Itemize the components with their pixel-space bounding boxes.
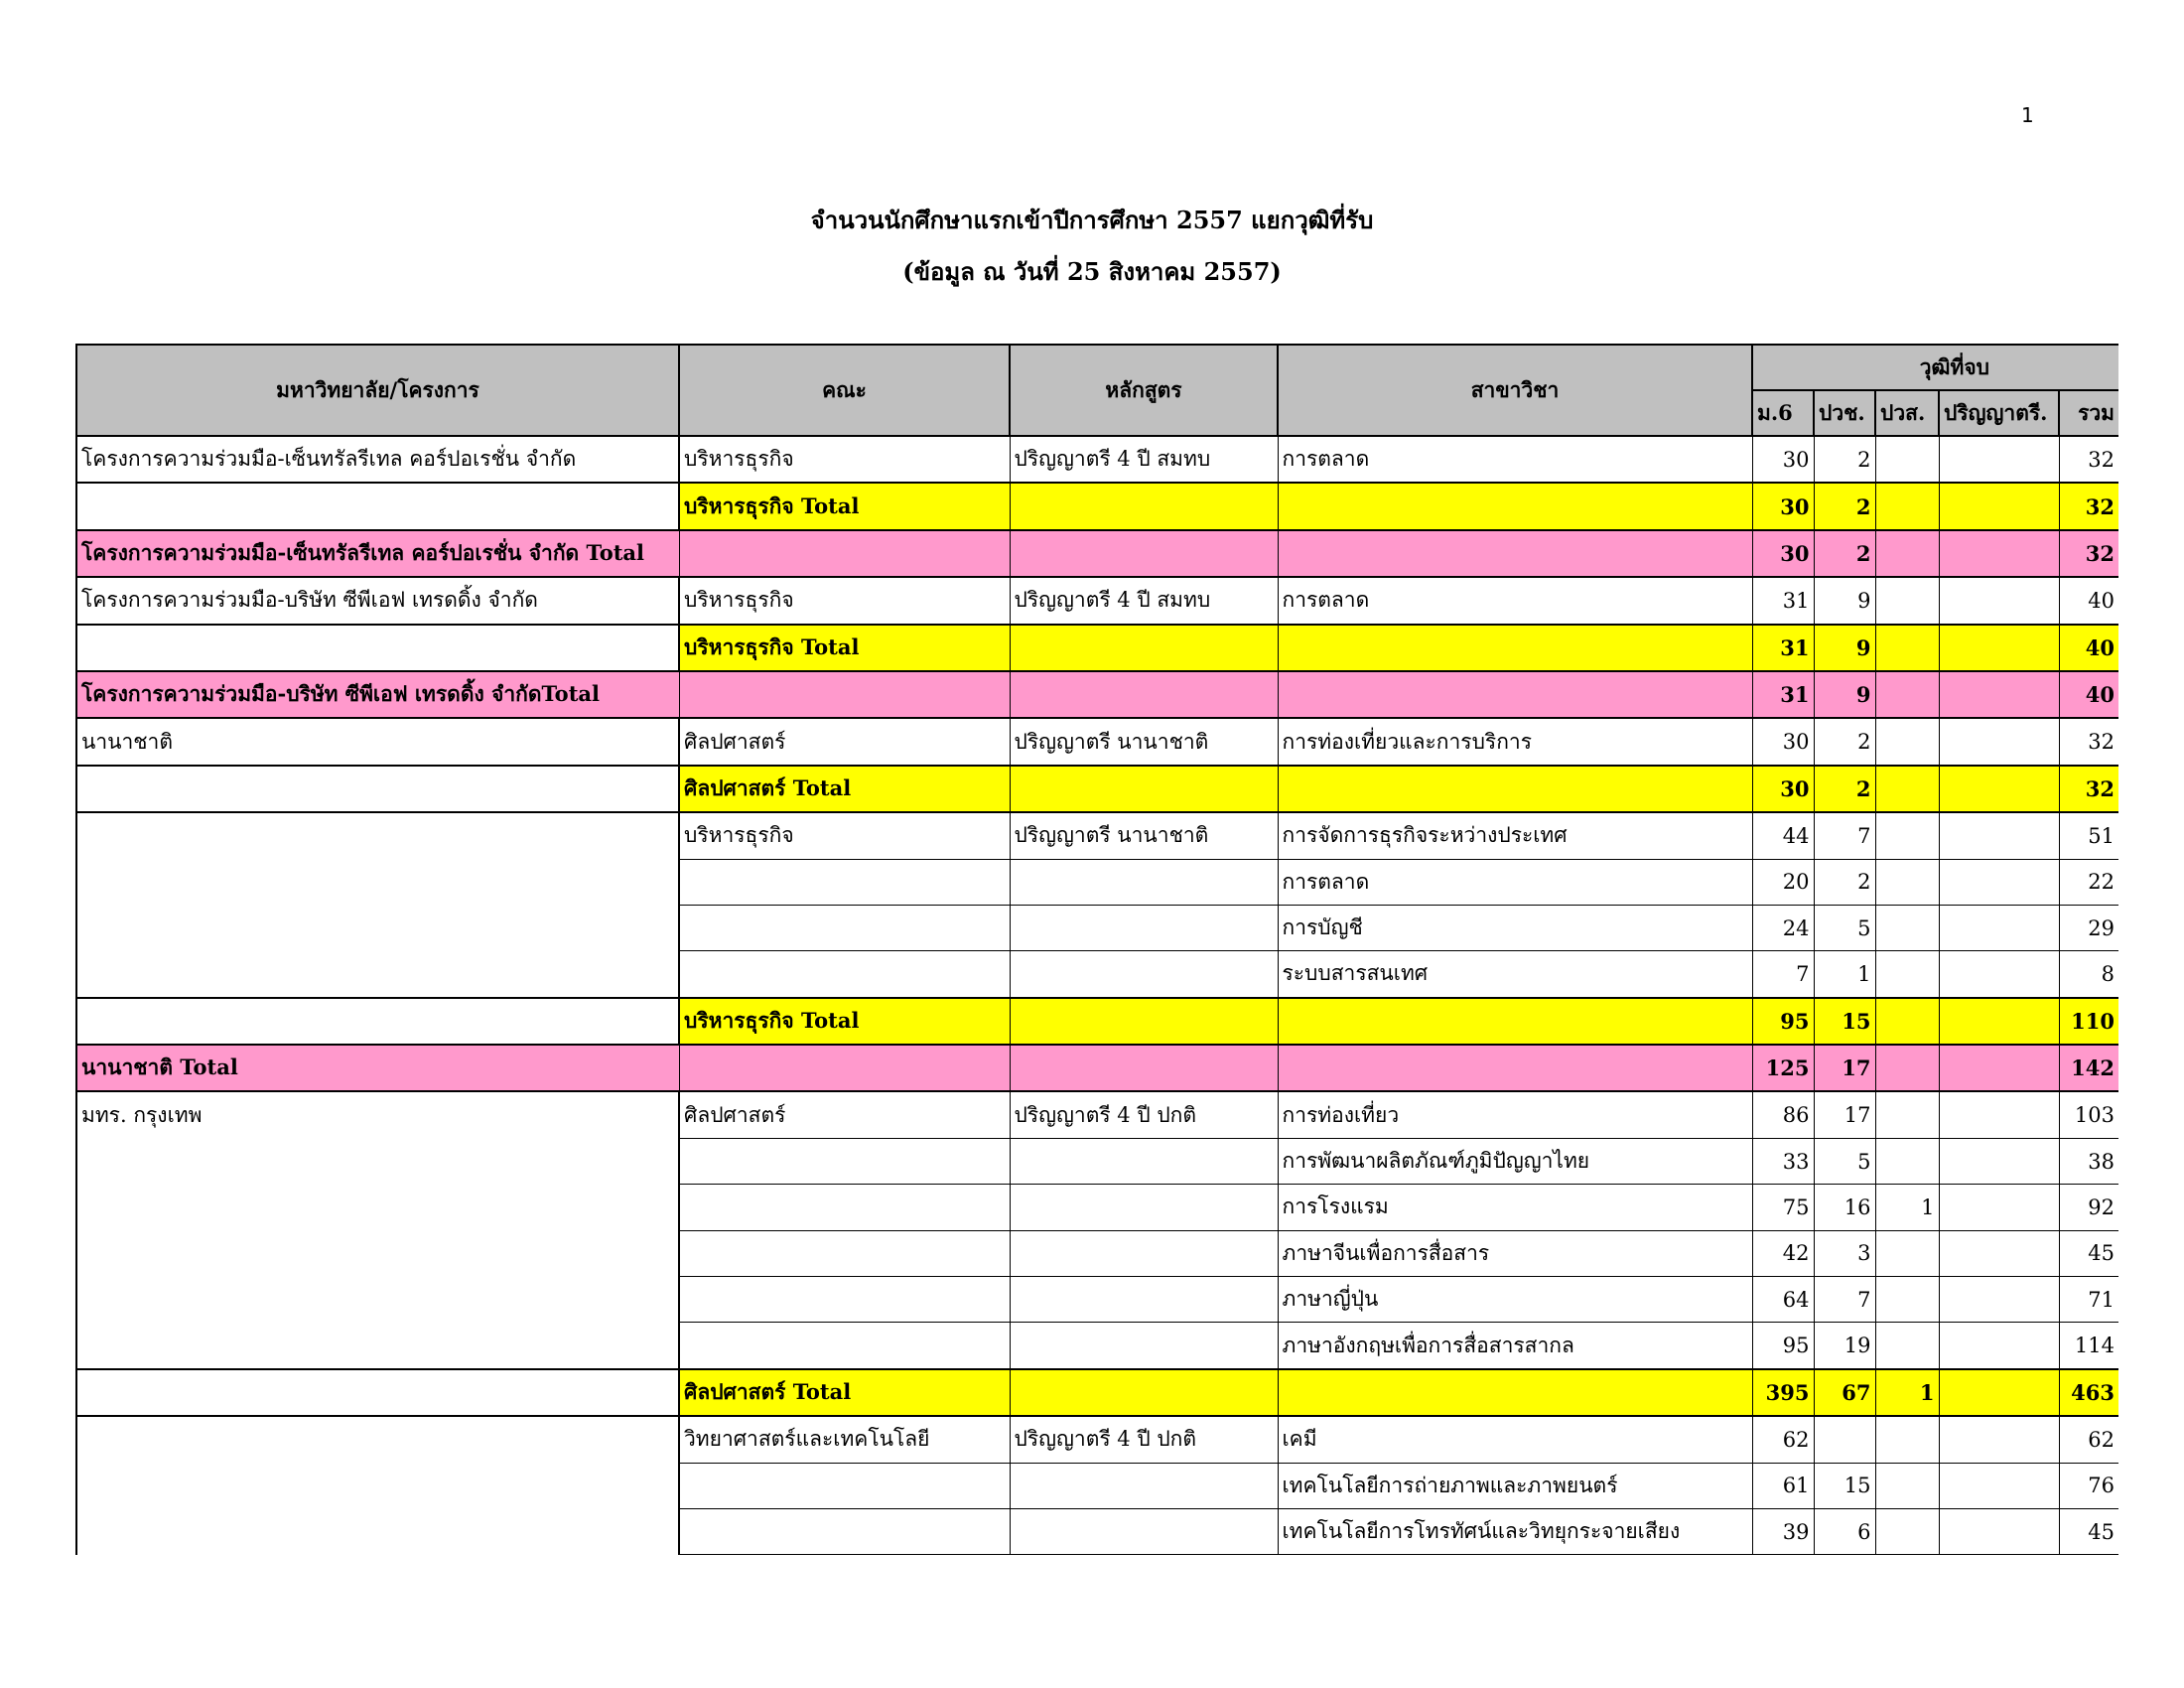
cell-maj	[1278, 766, 1752, 812]
cell-pwc: 9	[1814, 577, 1875, 624]
cell-m6: 30	[1752, 766, 1814, 812]
enrollment-table-container	[75, 344, 2118, 1559]
cell-uni	[76, 1323, 679, 1369]
cell-maj: ภาษาญี่ปุ่น	[1278, 1277, 1752, 1323]
cell-fac: ศิลปศาสตร์ Total	[679, 766, 1010, 812]
cell-m6: 42	[1752, 1230, 1814, 1276]
cell-cur	[1010, 671, 1278, 718]
cell-tot: 76	[2059, 1463, 2118, 1508]
faculty-total-row	[76, 998, 2118, 1045]
cell-tot: 110	[2059, 998, 2118, 1045]
cell-fac: บริหารธุรกิจ Total	[679, 483, 1010, 529]
cell-fac	[679, 859, 1010, 905]
cell-m6: 39	[1752, 1508, 1814, 1554]
cell-pwc	[1814, 1416, 1875, 1463]
cell-fac	[679, 1463, 1010, 1508]
cell-cur	[1010, 625, 1278, 671]
cell-maj	[1278, 1369, 1752, 1416]
cell-bac	[1939, 905, 2059, 950]
enrollment-table	[75, 344, 2118, 1555]
cell-fac: บริหารธุรกิจ	[679, 577, 1010, 624]
cell-bac	[1939, 859, 2059, 905]
cell-uni	[76, 1508, 679, 1554]
cell-fac: บริหารธุรกิจ	[679, 436, 1010, 483]
cell-m6: 30	[1752, 530, 1814, 577]
cell-m6: 395	[1752, 1369, 1814, 1416]
cell-pws	[1875, 1508, 1939, 1554]
cell-tot: 32	[2059, 718, 2118, 765]
cell-pws	[1875, 1138, 1939, 1184]
cell-pws	[1875, 859, 1939, 905]
faculty-total-row	[76, 766, 2118, 812]
cell-uni	[76, 1416, 679, 1463]
table-row	[76, 905, 2118, 950]
cell-bac	[1939, 766, 2059, 812]
cell-tot: 45	[2059, 1508, 2118, 1554]
cell-cur	[1010, 998, 1278, 1045]
table-body	[76, 436, 2118, 1555]
cell-tot: 45	[2059, 1230, 2118, 1276]
cell-bac	[1939, 1045, 2059, 1091]
cell-m6: 33	[1752, 1138, 1814, 1184]
cell-tot: 103	[2059, 1091, 2118, 1138]
cell-pws	[1875, 718, 1939, 765]
university-total-row	[76, 671, 2118, 718]
cell-pwc: 17	[1814, 1091, 1875, 1138]
cell-tot: 32	[2059, 483, 2118, 529]
cell-fac	[679, 951, 1010, 998]
cell-fac: บริหารธุรกิจ Total	[679, 625, 1010, 671]
cell-tot: 62	[2059, 1416, 2118, 1463]
cell-pwc: 5	[1814, 1138, 1875, 1184]
table-row	[76, 577, 2118, 624]
report-title: จำนวนนักศึกษาแรกเข้าปีการศึกษา 2557 แยกวุฒิที่รับ	[810, 206, 1374, 234]
cell-bac	[1939, 1416, 2059, 1463]
cell-maj: การพัฒนาผลิตภัณฑ์ภูมิปัญญาไทย	[1278, 1138, 1752, 1184]
cell-uni	[76, 483, 679, 529]
cell-pwc: 5	[1814, 905, 1875, 950]
cell-cur	[1010, 766, 1278, 812]
header-pwc: ปวช.	[1814, 390, 1875, 436]
cell-fac	[679, 1277, 1010, 1323]
university-total-row	[76, 1045, 2118, 1091]
cell-m6: 86	[1752, 1091, 1814, 1138]
faculty-total-row	[76, 483, 2118, 529]
cell-pws	[1875, 577, 1939, 624]
cell-pws	[1875, 483, 1939, 529]
cell-pws: 1	[1875, 1369, 1939, 1416]
table-row	[76, 718, 2118, 765]
cell-pws	[1875, 1463, 1939, 1508]
cell-maj: การตลาด	[1278, 436, 1752, 483]
cell-pws	[1875, 436, 1939, 483]
cell-m6: 7	[1752, 951, 1814, 998]
cell-pws	[1875, 1091, 1939, 1138]
cell-fac: บริหารธุรกิจ Total	[679, 998, 1010, 1045]
cell-uni	[76, 625, 679, 671]
cell-fac	[679, 671, 1010, 718]
cell-cur	[1010, 1045, 1278, 1091]
cell-maj: การโรงแรม	[1278, 1185, 1752, 1230]
cell-maj: การท่องเที่ยว	[1278, 1091, 1752, 1138]
cell-uni: โครงการความร่วมมือ-เซ็นทรัลรีเทล คอร์ปอเรชั่น จำกัด Total	[76, 530, 679, 577]
cell-bac	[1939, 436, 2059, 483]
cell-bac	[1939, 625, 2059, 671]
cell-pwc: 16	[1814, 1185, 1875, 1230]
cell-uni	[76, 1277, 679, 1323]
cell-fac	[679, 1508, 1010, 1554]
cell-maj: การตลาด	[1278, 859, 1752, 905]
cell-bac	[1939, 1091, 2059, 1138]
cell-m6: 62	[1752, 1416, 1814, 1463]
cell-fac: บริหารธุรกิจ	[679, 812, 1010, 859]
cell-pwc: 2	[1814, 530, 1875, 577]
header-university: มหาวิทยาลัย/โครงการ	[76, 345, 679, 436]
cell-maj: การตลาด	[1278, 577, 1752, 624]
cell-maj: การท่องเที่ยวและการบริการ	[1278, 718, 1752, 765]
cell-pwc: 17	[1814, 1045, 1875, 1091]
cell-fac	[679, 1045, 1010, 1091]
cell-uni: นานาชาติ	[76, 718, 679, 765]
cell-tot: 8	[2059, 951, 2118, 998]
cell-m6: 95	[1752, 1323, 1814, 1369]
cell-cur	[1010, 951, 1278, 998]
table-row	[76, 1091, 2118, 1138]
cell-cur	[1010, 1277, 1278, 1323]
cell-maj	[1278, 1045, 1752, 1091]
cell-uni: นานาชาติ Total	[76, 1045, 679, 1091]
cell-bac	[1939, 812, 2059, 859]
cell-cur: ปริญญาตรี 4 ปี ปกติ	[1010, 1091, 1278, 1138]
cell-pwc: 67	[1814, 1369, 1875, 1416]
header-qualification: วุฒิที่จบ	[1752, 345, 2118, 390]
table-row	[76, 1463, 2118, 1508]
cell-bac	[1939, 577, 2059, 624]
cell-bac	[1939, 530, 2059, 577]
cell-pws: 1	[1875, 1185, 1939, 1230]
cell-pwc: 3	[1814, 1230, 1875, 1276]
cell-uni: โครงการความร่วมมือ-บริษัท ซีพีเอฟ เทรดดิ้ง จำกัดTotal	[76, 671, 679, 718]
cell-pws	[1875, 671, 1939, 718]
cell-maj	[1278, 530, 1752, 577]
cell-pws	[1875, 1323, 1939, 1369]
report-subtitle: (ข้อมูล ณ วันที่ 25 สิงหาคม 2557)	[902, 257, 1282, 286]
cell-maj: เทคโนโลยีการโทรทัศน์และวิทยุกระจายเสียง	[1278, 1508, 1752, 1554]
cell-pws	[1875, 998, 1939, 1045]
cell-fac: ศิลปศาสตร์	[679, 718, 1010, 765]
cell-pws	[1875, 530, 1939, 577]
cell-pwc: 2	[1814, 859, 1875, 905]
cell-tot: 32	[2059, 530, 2118, 577]
cell-cur: ปริญญาตรี 4 ปี ปกติ	[1010, 1416, 1278, 1463]
header-bachelor: ปริญญาตรี.	[1939, 390, 2059, 436]
cell-m6: 24	[1752, 905, 1814, 950]
header-faculty: คณะ	[679, 345, 1010, 436]
faculty-total-row	[76, 1369, 2118, 1416]
cell-m6: 30	[1752, 483, 1814, 529]
table-row	[76, 1277, 2118, 1323]
cell-bac	[1939, 1369, 2059, 1416]
cell-cur	[1010, 859, 1278, 905]
cell-bac	[1939, 483, 2059, 529]
cell-tot: 40	[2059, 625, 2118, 671]
cell-uni	[76, 998, 679, 1045]
cell-uni	[76, 859, 679, 905]
cell-pwc: 6	[1814, 1508, 1875, 1554]
cell-bac	[1939, 1230, 2059, 1276]
table-row	[76, 1138, 2118, 1184]
cell-fac: ศิลปศาสตร์ Total	[679, 1369, 1010, 1416]
cell-cur	[1010, 483, 1278, 529]
cell-tot: 40	[2059, 671, 2118, 718]
cell-cur	[1010, 1185, 1278, 1230]
cell-maj: การบัญชี	[1278, 905, 1752, 950]
cell-pwc: 1	[1814, 951, 1875, 998]
cell-pws	[1875, 1230, 1939, 1276]
table-row	[76, 1185, 2118, 1230]
cell-fac	[679, 530, 1010, 577]
cell-pws	[1875, 1277, 1939, 1323]
cell-fac	[679, 1138, 1010, 1184]
cell-m6: 44	[1752, 812, 1814, 859]
cell-uni	[76, 951, 679, 998]
cell-pwc: 15	[1814, 998, 1875, 1045]
cell-m6: 125	[1752, 1045, 1814, 1091]
page-number: 1	[2021, 103, 2034, 127]
header-m6: ม.6	[1752, 390, 1814, 436]
cell-cur	[1010, 1138, 1278, 1184]
cell-pwc: 2	[1814, 766, 1875, 812]
faculty-total-row	[76, 625, 2118, 671]
cell-m6: 95	[1752, 998, 1814, 1045]
cell-uni	[76, 1185, 679, 1230]
table-row	[76, 1230, 2118, 1276]
cell-fac	[679, 1323, 1010, 1369]
cell-cur	[1010, 1323, 1278, 1369]
cell-maj: ระบบสารสนเทศ	[1278, 951, 1752, 998]
cell-bac	[1939, 1277, 2059, 1323]
cell-fac	[679, 905, 1010, 950]
cell-pws	[1875, 625, 1939, 671]
cell-maj: เคมี	[1278, 1416, 1752, 1463]
cell-m6: 30	[1752, 718, 1814, 765]
cell-bac	[1939, 718, 2059, 765]
cell-maj: เทคโนโลยีการถ่ายภาพและภาพยนตร์	[1278, 1463, 1752, 1508]
cell-maj: ภาษาจีนเพื่อการสื่อสาร	[1278, 1230, 1752, 1276]
table-row	[76, 1416, 2118, 1463]
cell-pwc: 9	[1814, 625, 1875, 671]
cell-cur	[1010, 1369, 1278, 1416]
cell-cur	[1010, 530, 1278, 577]
cell-tot: 32	[2059, 766, 2118, 812]
cell-maj: การจัดการธุรกิจระหว่างประเทศ	[1278, 812, 1752, 859]
table-row	[76, 1508, 2118, 1554]
cell-cur	[1010, 1230, 1278, 1276]
cell-bac	[1939, 1323, 2059, 1369]
cell-tot: 142	[2059, 1045, 2118, 1091]
cell-cur	[1010, 1463, 1278, 1508]
cell-pwc: 7	[1814, 1277, 1875, 1323]
cell-tot: 29	[2059, 905, 2118, 950]
table-row	[76, 951, 2118, 998]
table-row	[76, 812, 2118, 859]
cell-uni	[76, 1230, 679, 1276]
cell-m6: 31	[1752, 625, 1814, 671]
cell-tot: 40	[2059, 577, 2118, 624]
cell-uni	[76, 1138, 679, 1184]
cell-fac	[679, 1185, 1010, 1230]
cell-bac	[1939, 1508, 2059, 1554]
cell-bac	[1939, 951, 2059, 998]
cell-m6: 31	[1752, 577, 1814, 624]
table-row	[76, 1323, 2118, 1369]
cell-pws	[1875, 766, 1939, 812]
cell-fac: ศิลปศาสตร์	[679, 1091, 1010, 1138]
cell-uni: โครงการความร่วมมือ-บริษัท ซีพีเอฟ เทรดดิ้ง จำกัด	[76, 577, 679, 624]
cell-m6: 75	[1752, 1185, 1814, 1230]
cell-pws	[1875, 1416, 1939, 1463]
cell-cur	[1010, 1508, 1278, 1554]
cell-m6: 61	[1752, 1463, 1814, 1508]
cell-maj	[1278, 625, 1752, 671]
cell-tot: 22	[2059, 859, 2118, 905]
cell-pwc: 19	[1814, 1323, 1875, 1369]
cell-m6: 31	[1752, 671, 1814, 718]
table-row	[76, 436, 2118, 483]
cell-m6: 20	[1752, 859, 1814, 905]
cell-m6: 64	[1752, 1277, 1814, 1323]
cell-pws	[1875, 812, 1939, 859]
cell-pwc: 7	[1814, 812, 1875, 859]
cell-cur: ปริญญาตรี นานาชาติ	[1010, 812, 1278, 859]
cell-cur: ปริญญาตรี นานาชาติ	[1010, 718, 1278, 765]
table-row	[76, 859, 2118, 905]
cell-maj	[1278, 483, 1752, 529]
cell-tot: 32	[2059, 436, 2118, 483]
cell-pwc: 9	[1814, 671, 1875, 718]
cell-pwc: 2	[1814, 718, 1875, 765]
cell-uni: โครงการความร่วมมือ-เซ็นทรัลรีเทล คอร์ปอเรชั่น จำกัด	[76, 436, 679, 483]
cell-pwc: 2	[1814, 436, 1875, 483]
cell-tot: 463	[2059, 1369, 2118, 1416]
cell-uni	[76, 905, 679, 950]
cell-tot: 38	[2059, 1138, 2118, 1184]
header-total: รวม	[2059, 390, 2118, 436]
cell-pws	[1875, 951, 1939, 998]
cell-bac	[1939, 1463, 2059, 1508]
cell-cur: ปริญญาตรี 4 ปี สมทบ	[1010, 577, 1278, 624]
cell-bac	[1939, 1185, 2059, 1230]
cell-tot: 51	[2059, 812, 2118, 859]
cell-uni	[76, 766, 679, 812]
cell-pwc: 15	[1814, 1463, 1875, 1508]
cell-pws	[1875, 905, 1939, 950]
cell-tot: 114	[2059, 1323, 2118, 1369]
cell-pwc: 2	[1814, 483, 1875, 529]
cell-pws	[1875, 1045, 1939, 1091]
cell-bac	[1939, 1138, 2059, 1184]
cell-tot: 92	[2059, 1185, 2118, 1230]
header-pws: ปวส.	[1875, 390, 1939, 436]
cell-uni	[76, 812, 679, 859]
cell-cur	[1010, 905, 1278, 950]
cell-uni	[76, 1369, 679, 1416]
header-major: สาขาวิชา	[1278, 345, 1752, 436]
university-total-row	[76, 530, 2118, 577]
cell-fac: วิทยาศาสตร์และเทคโนโลยี	[679, 1416, 1010, 1463]
cell-maj: ภาษาอังกฤษเพื่อการสื่อสารสากล	[1278, 1323, 1752, 1369]
cell-m6: 30	[1752, 436, 1814, 483]
header-curriculum: หลักสูตร	[1010, 345, 1278, 436]
cell-maj	[1278, 671, 1752, 718]
cell-uni: มทร. กรุงเทพ	[76, 1091, 679, 1138]
cell-fac	[679, 1230, 1010, 1276]
cell-cur: ปริญญาตรี 4 ปี สมทบ	[1010, 436, 1278, 483]
cell-tot: 71	[2059, 1277, 2118, 1323]
cell-bac	[1939, 998, 2059, 1045]
cell-uni	[76, 1463, 679, 1508]
cell-maj	[1278, 998, 1752, 1045]
cell-bac	[1939, 671, 2059, 718]
